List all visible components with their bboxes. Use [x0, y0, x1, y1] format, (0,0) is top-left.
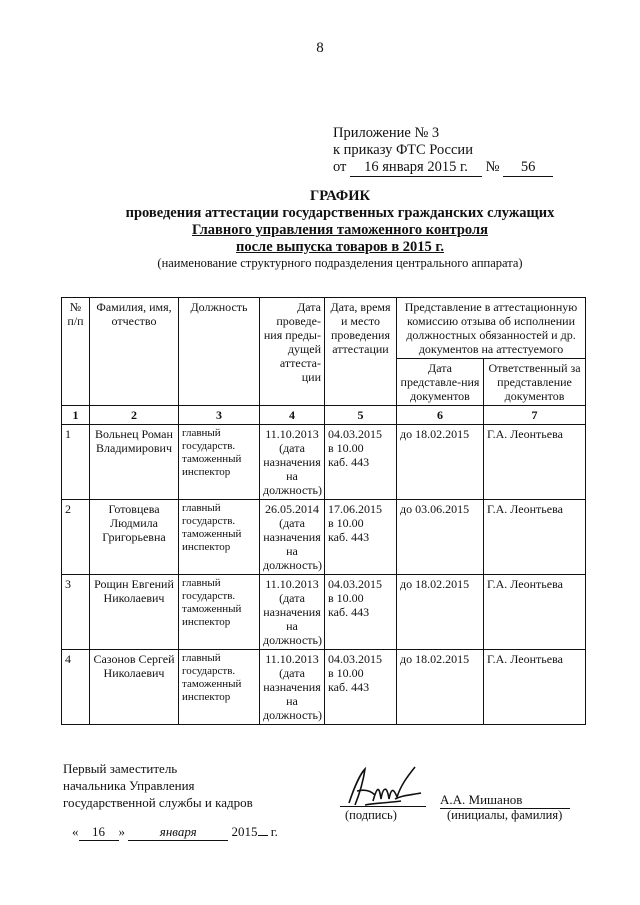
row-date-place-time: в 10.00: [328, 441, 364, 455]
row-date-place-room: каб. 443: [328, 530, 370, 544]
row-prev-date-prev-note: (дата назначения на должность): [263, 591, 322, 647]
row-responsible: [484, 575, 586, 650]
title-heading: ГРАФИК: [309, 188, 371, 204]
row-date-place-time: в 10.00: [328, 666, 364, 680]
row-num-num: 2: [65, 502, 71, 516]
row-name-name: Рощин Евгений Николаевич: [94, 577, 174, 605]
annex-order-ref: к приказу ФТС России: [333, 142, 473, 158]
row-doc-date: [397, 500, 484, 575]
row-num: [62, 575, 90, 650]
annex-number-label: №: [485, 159, 500, 175]
row-name-name: Готовцева Людмила Григорьевна: [102, 502, 166, 544]
row-doc-date-doc-date: до 18.02.2015: [400, 652, 470, 666]
row-date-place-time: в 10.00: [328, 591, 364, 605]
schedule-table: [61, 297, 586, 725]
title-line2: Главного управления таможенного контроля: [192, 222, 488, 238]
row-responsible: [484, 500, 586, 575]
row-prev-date: [260, 500, 325, 575]
header-name: Фамилия, имя, отчество: [90, 298, 179, 406]
row-position-position: главный государств. таможенный инспектор: [182, 427, 242, 478]
row-date-place: [325, 500, 397, 575]
signatory-title-line2: начальника Управления: [63, 778, 195, 793]
table-row: [62, 500, 586, 575]
table-row: [62, 650, 586, 725]
col-number: 5: [325, 406, 397, 425]
row-num-num: 1: [65, 427, 71, 441]
row-num-num: 3: [65, 577, 71, 591]
title-note: (наименование структурного подразделения центрального аппарата): [157, 256, 523, 270]
row-date-place: [325, 575, 397, 650]
col-number: 6: [397, 406, 484, 425]
row-name: [90, 575, 179, 650]
row-prev-date-prev-note: (дата назначения на должность): [263, 666, 322, 722]
page-number: 8: [316, 40, 324, 56]
table-row: [62, 575, 586, 650]
row-position-position: главный государств. таможенный инспектор: [182, 577, 242, 628]
row-position: [179, 650, 260, 725]
header-date-place: Дата, время и место проведения аттестации: [325, 298, 397, 406]
row-prev-date-prev-date: 11.10.2013: [265, 652, 319, 666]
row-position: [179, 425, 260, 500]
row-name: [90, 425, 179, 500]
row-responsible-responsible: Г.А. Леонтьева: [487, 652, 563, 666]
row-name: [90, 500, 179, 575]
row-position: [179, 500, 260, 575]
row-num: [62, 500, 90, 575]
row-responsible: [484, 650, 586, 725]
row-doc-date-doc-date: до 03.06.2015: [400, 502, 470, 516]
signatory-title-line3: государственной службы и кадров: [63, 795, 253, 810]
row-prev-date: [260, 575, 325, 650]
date-day: 16: [79, 824, 119, 841]
date-year: 2015: [231, 824, 258, 839]
row-date-place-date: 04.03.2015: [328, 427, 382, 441]
row-doc-date-doc-date: до 18.02.2015: [400, 577, 470, 591]
row-name-name: Сазонов Сергей Николаевич: [93, 652, 175, 680]
col-number: 7: [484, 406, 586, 425]
row-doc-date-doc-date: до 18.02.2015: [400, 427, 470, 441]
row-prev-date: [260, 650, 325, 725]
row-prev-date: [260, 425, 325, 500]
col-number: 3: [179, 406, 260, 425]
column-number-row: [62, 406, 586, 425]
row-doc-date: [397, 425, 484, 500]
row-prev-date-prev-note: (дата назначения на должность): [263, 516, 322, 572]
row-position-position: главный государств. таможенный инспектор: [182, 502, 242, 553]
row-prev-date-prev-date: 11.10.2013: [265, 577, 319, 591]
signatory-title-line1: Первый заместитель: [63, 761, 178, 776]
row-date-place-room: каб. 443: [328, 605, 370, 619]
row-prev-date-prev-note: (дата назначения на должность): [263, 441, 322, 497]
row-num: [62, 425, 90, 500]
name-caption: (инициалы, фамилия): [447, 808, 563, 822]
header-group: Представление в аттестационную комиссию отзыва об исполнении должностных обязанностей и др. документов на аттестуемого: [397, 298, 586, 359]
signature-date: « 16 » января 2015 г.: [72, 824, 278, 839]
row-responsible: [484, 425, 586, 500]
date-month: января: [128, 824, 228, 841]
row-date-place: [325, 650, 397, 725]
row-name: [90, 650, 179, 725]
date-suffix: г.: [270, 824, 278, 839]
header-prev-date: Дата проведе-ния преды-дущей аттеста-ции: [260, 298, 325, 406]
header-num: № п/п: [62, 298, 90, 406]
handwritten-signature: [345, 765, 425, 811]
row-responsible-responsible: Г.А. Леонтьева: [487, 502, 563, 516]
signatory-title: [63, 760, 253, 811]
row-num: [62, 650, 90, 725]
annex-title: Приложение № 3: [333, 125, 440, 141]
title-line1: проведения аттестации государственных гражданских служащих: [125, 205, 555, 221]
header-position: Должность: [179, 298, 260, 406]
row-date-place-room: каб. 443: [328, 455, 370, 469]
table-row: [62, 425, 586, 500]
header-doc-date: Дата представле-ния документов: [397, 359, 484, 406]
annex-from-label: от: [333, 159, 347, 175]
row-position: [179, 575, 260, 650]
row-doc-date: [397, 575, 484, 650]
signatory-name: А.А. Мишанов: [440, 792, 570, 809]
row-date-place-room: каб. 443: [328, 680, 370, 694]
col-number: 1: [62, 406, 90, 425]
table-header-row: [62, 298, 586, 359]
row-responsible-responsible: Г.А. Леонтьева: [487, 577, 563, 591]
row-responsible-responsible: Г.А. Леонтьева: [487, 427, 563, 441]
signature-caption: (подпись): [345, 808, 397, 822]
row-date-place-date: 17.06.2015: [328, 502, 382, 516]
annex-number: 56: [503, 159, 553, 177]
document-title: [60, 188, 620, 256]
signature-line: [340, 806, 426, 807]
row-prev-date-prev-date: 11.10.2013: [265, 427, 319, 441]
row-position-position: главный государств. таможенный инспектор: [182, 652, 242, 703]
col-number: 4: [260, 406, 325, 425]
row-date-place-date: 04.03.2015: [328, 652, 382, 666]
row-date-place: [325, 425, 397, 500]
row-prev-date-prev-date: 26.05.2014: [265, 502, 319, 516]
header-responsible: Ответственный за представление документов: [484, 359, 586, 406]
row-date-place-time: в 10.00: [328, 516, 364, 530]
row-doc-date: [397, 650, 484, 725]
row-date-place-date: 04.03.2015: [328, 577, 382, 591]
annex-date-line: [333, 159, 553, 177]
annex-block: [333, 125, 553, 177]
row-num-num: 4: [65, 652, 71, 666]
annex-date: 16 января 2015 г.: [350, 159, 482, 177]
row-name-name: Вольнец Роман Владимирович: [95, 427, 173, 455]
title-line3: после выпуска товаров в 2015 г.: [236, 239, 444, 255]
date-year-underline: [258, 835, 268, 836]
col-number: 2: [90, 406, 179, 425]
